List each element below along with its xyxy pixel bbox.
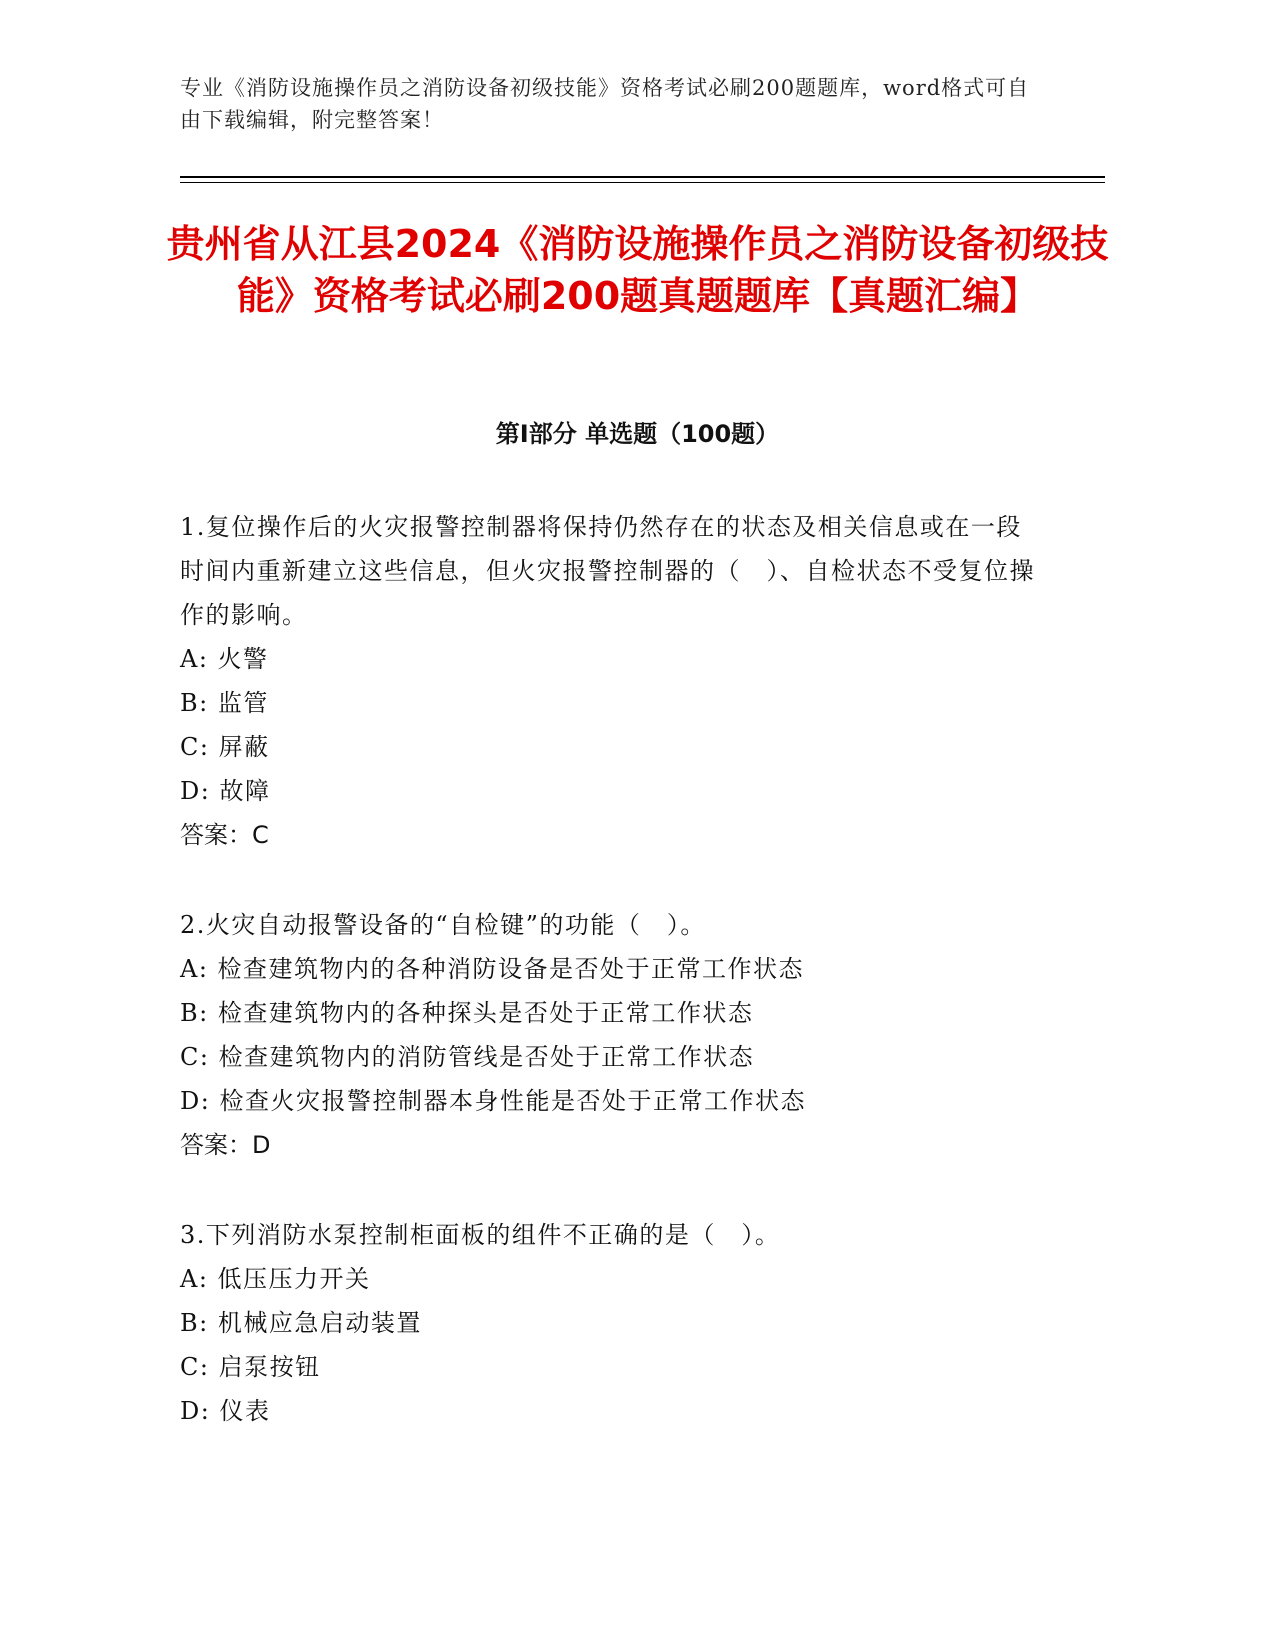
document-title: 贵州省从江县2024《消防设施操作员之消防设备初级技能》资格考试必刷200题真题题库【真题汇编】	[166, 222, 1109, 318]
answer: 答案：C	[180, 821, 269, 849]
header-divider-thin	[180, 182, 1105, 183]
question-3	[180, 1213, 1040, 1433]
option-c: C: 检查建筑物内的消防管线是否处于正常工作状态	[180, 1043, 755, 1071]
question-stem: 3.下列消防水泵控制柜面板的组件不正确的是（ ）。	[180, 1221, 781, 1249]
option-d: D: 检查火灾报警控制器本身性能是否处于正常工作状态	[180, 1087, 806, 1115]
option-b: B: 检查建筑物内的各种探头是否处于正常工作状态	[180, 999, 754, 1027]
option-c: C: 启泵按钮	[180, 1353, 321, 1381]
option-c: C: 屏蔽	[180, 733, 270, 761]
question-stem: 1.复位操作后的火灾报警控制器将保持仍然存在的状态及相关信息或在一段时间内重新建立这些信息，但火灾报警控制器的（ ）、自检状态不受复位操作的影响。	[180, 513, 1035, 629]
option-d: D: 故障	[180, 777, 271, 805]
header-divider-thick	[180, 176, 1105, 178]
answer: 答案：D	[180, 1131, 271, 1159]
option-a: A: 低压压力开关	[180, 1265, 371, 1293]
question-1	[180, 505, 1040, 857]
option-b: B: 机械应急启动装置	[180, 1309, 422, 1337]
option-b: B: 监管	[180, 689, 269, 717]
question-list	[180, 505, 1040, 1479]
question-stem: 2.火灾自动报警设备的“自检键”的功能（ ）。	[180, 911, 706, 939]
option-d: D: 仪表	[180, 1397, 271, 1425]
option-a: A: 检查建筑物内的各种消防设备是否处于正常工作状态	[180, 955, 805, 983]
section-title: 第Ⅰ部分 单选题（100题）	[495, 420, 780, 448]
option-a: A: 火警	[180, 645, 269, 673]
question-2	[180, 903, 1040, 1167]
header-note: 专业《消防设施操作员之消防设备初级技能》资格考试必刷200题题库，word格式可自由下载编辑，附完整答案！	[180, 76, 1030, 132]
